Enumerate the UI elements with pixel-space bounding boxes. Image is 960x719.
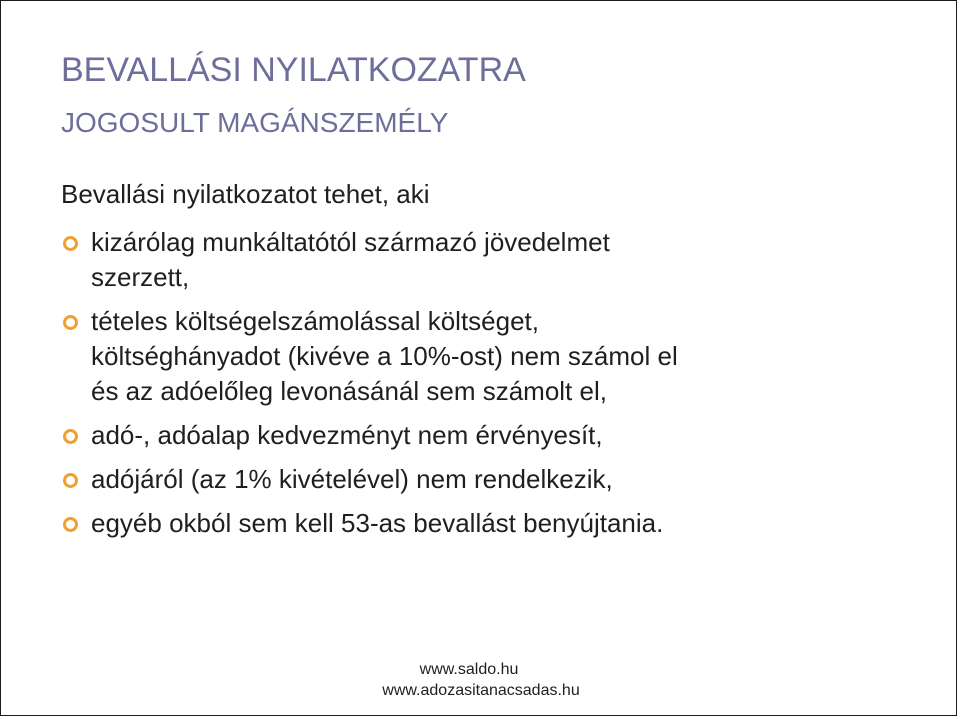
- ring-bullet-icon: [63, 315, 78, 330]
- title-line-2: JOGOSULT MAGÁNSZEMÉLY: [61, 107, 449, 138]
- bullet-item: [61, 506, 941, 541]
- intro-text: Bevallási nyilatkozatot tehet, aki: [61, 179, 430, 209]
- ring-bullet-icon: [63, 517, 78, 532]
- footer-link-adozasitanacsadas[interactable]: www.adozasitanacsadas.hu: [382, 682, 580, 699]
- ring-bullet-icon: [63, 236, 78, 251]
- bullet-list: [61, 225, 941, 550]
- bullet-text: kizárólag munkáltatótól származó jövedelmet szerzett,: [91, 227, 610, 292]
- title-line-1: BEVALLÁSI NYILATKOZATRA: [61, 51, 526, 89]
- slide-title: [61, 53, 526, 137]
- ring-bullet-icon: [63, 429, 78, 444]
- bullet-text: tételes költségelszámolással költséget, költséghányadot (kivéve a 10%-ost) nem számol el és az adóelőleg levonásánál sem számolt el,: [91, 306, 678, 406]
- bullet-text: adó-, adóalap kedvezményt nem érvényesít,: [91, 420, 603, 450]
- bullet-item: [61, 304, 941, 409]
- bullet-text: adójáról (az 1% kivételével) nem rendelkezik,: [91, 464, 613, 494]
- bullet-item: [61, 225, 941, 295]
- bullet-item: [61, 418, 941, 453]
- bullet-text: egyéb okból sem kell 53-as bevallást benyújtania.: [91, 508, 664, 538]
- bullet-item: [61, 462, 941, 497]
- ring-bullet-icon: [63, 473, 78, 488]
- footer-link-saldo[interactable]: www.saldo.hu: [419, 661, 519, 678]
